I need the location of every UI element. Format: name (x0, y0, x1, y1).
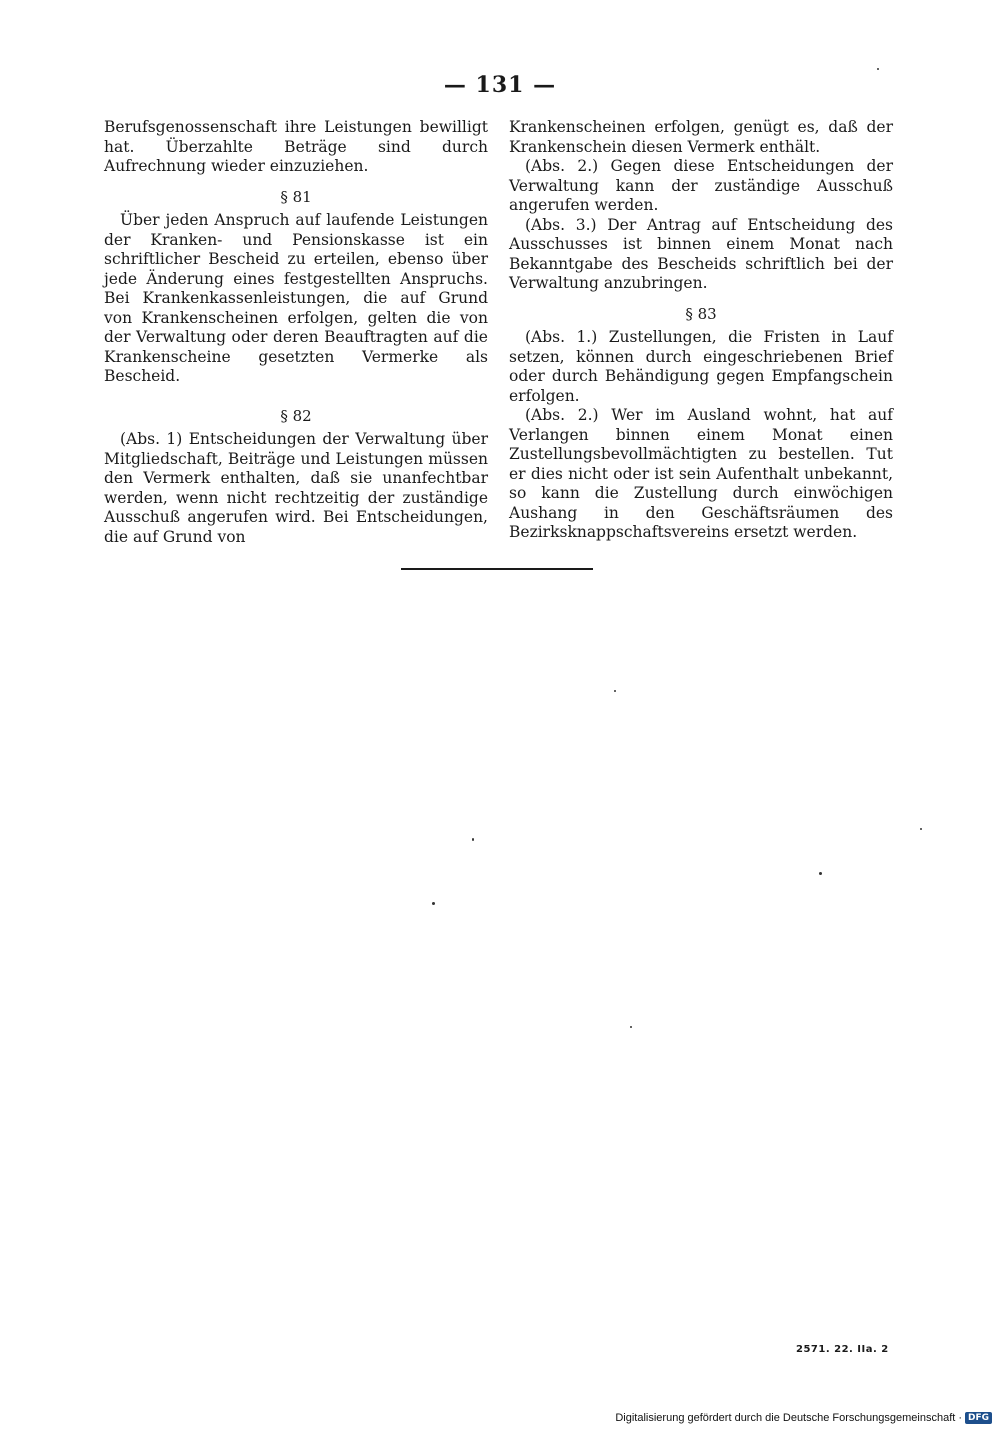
section-heading-83: § 83 (685, 304, 717, 323)
section-heading-81: § 81 (280, 187, 312, 206)
abs-label: (Abs. 3.) (525, 215, 597, 234)
continuation-text: Krankenscheinen erfolgen, genügt es, daß der Krankenschein diesen Vermerk enthält. (509, 118, 893, 156)
right-column (509, 118, 893, 543)
print-code: 2571. 22. IIa. 2 (796, 1344, 889, 1355)
section-end-rule (401, 568, 593, 570)
abs-label: (Abs. 2.) (525, 406, 599, 424)
section-81-text: Über jeden Anspruch auf laufende Leistungen der Kranken- und Pensionskasse ist ein schriftlicher Bescheid zu erteilen, ebenso über jede Änderung eines festgestellten Anspruchs. Bei Krankenkassenleistungen, die auf Grund von Krankenscheinen erfolgen, gelten die von der Verwaltung oder deren Beauftragten auf die Krankenscheine gesetzten Vermerke als Bescheid. (104, 211, 488, 385)
page-number: — 131 — (443, 72, 557, 98)
scan-speck (630, 1026, 632, 1028)
digitization-footer (615, 1412, 992, 1424)
section-heading-82: § 82 (280, 406, 312, 425)
section-82-abs3 (509, 216, 893, 294)
abs-text: Der Antrag auf Entscheidung des Ausschusses ist binnen einem Monat nach Bekanntgabe des Bescheids schriftlich bei der Verwaltung anzubringen. (509, 215, 893, 292)
abs-text: Wer im Ausland wohnt, hat auf Verlangen binnen einem Monat einen Zustellungsbevollmächtigten zu bestellen. Tut er dies nicht oder ist sein Aufenthalt unbekannt, so kann die Zustellung durch einwöchigen Aushang in den Geschäftsräumen des Bezirksknappschaftsvereins ersetzt werden. (509, 406, 893, 541)
dfg-logo: DFG (965, 1412, 992, 1424)
footer-text: Digitalisierung gefördert durch die Deutsche Forschungsgemeinschaft (615, 1412, 956, 1424)
scan-speck (819, 872, 822, 875)
scan-speck (472, 838, 474, 841)
scan-speck (920, 828, 922, 830)
continuation-text: Berufsgenossenschaft ihre Leistungen bewilligt hat. Überzahlte Beträge sind durch Aufrechnung wieder einzuziehen. (104, 118, 488, 175)
scan-speck (432, 902, 435, 905)
section-83-abs2 (509, 406, 893, 543)
section-83-abs1 (509, 328, 893, 406)
abs-text: Gegen diese Entscheidungen der Verwaltung kann der zuständige Ausschuß angerufen werden. (509, 157, 893, 214)
abs-text: Zustellungen, die Fristen in Lauf setzen, können durch eingeschriebenen Brief oder durch Behändigung gegen Empfangschein erfolgen. (509, 328, 893, 405)
left-column (104, 118, 488, 547)
abs-label: (Abs. 2.) (525, 157, 599, 175)
abs-label: (Abs. 1.) (525, 328, 598, 346)
section-82-abs2 (509, 157, 893, 216)
scan-speck (877, 68, 879, 70)
footer-separator: · (958, 1412, 962, 1424)
section-82-abs1 (104, 430, 488, 547)
abs-text: Entscheidungen der Verwaltung über Mitgliedschaft, Beiträge und Leistungen müssen den Vermerk enthalten, daß sie unanfechtbar werden, wenn nicht rechtzeitig der zuständige Ausschuß angerufen wird. Bei Entscheidungen, die auf Grund von (104, 430, 488, 546)
abs-label: (Abs. 1) (120, 430, 183, 448)
scan-speck (614, 690, 616, 692)
